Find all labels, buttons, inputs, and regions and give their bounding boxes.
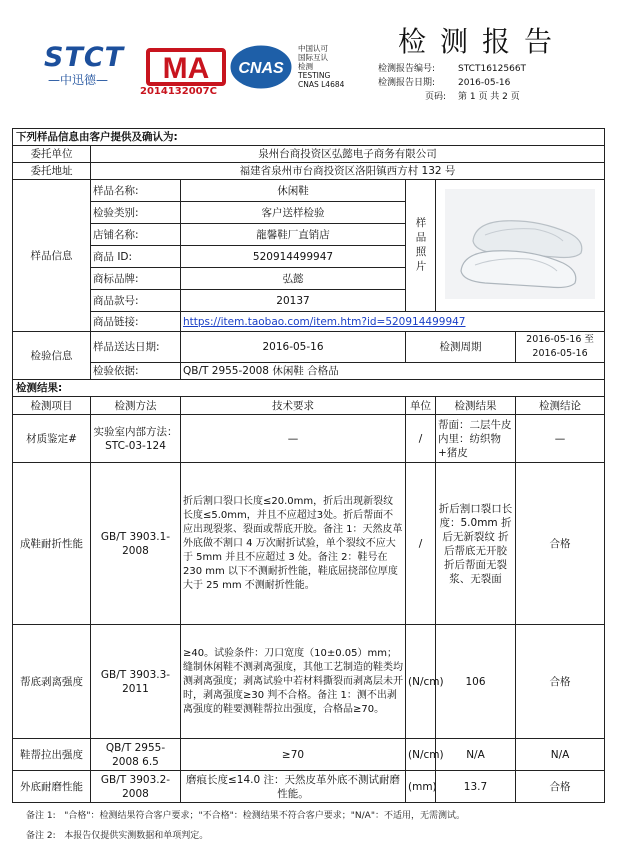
- result-conclusion: N/A: [516, 739, 605, 771]
- inspection-basis-value: QB/T 2955-2008 休闲鞋 合格品: [181, 363, 605, 380]
- inspection-period-label: 检测周期: [406, 332, 516, 363]
- sample-value: 龍馨鞋厂直销店: [181, 224, 406, 246]
- sample-photo-label: 样品照片: [406, 180, 436, 312]
- result-conclusion: 合格: [516, 625, 605, 739]
- footnote-1: 备注 1: "合格"：检测结果符合客户要求；"不合格"：检测结果不符合客户要求；"N/A"：不适用，无需测试。: [26, 811, 465, 821]
- column-header: 检测项目: [13, 397, 91, 415]
- client-unit-label: 委托单位: [13, 146, 91, 163]
- result-item: 成鞋耐折性能: [13, 463, 91, 625]
- sample-key: 检验类别:: [91, 202, 181, 224]
- column-header: 检测方法: [91, 397, 181, 415]
- result-unit: (N/cm): [406, 739, 436, 771]
- client-address-value: 福建省泉州市台商投资区洛阳镇西方村 132 号: [91, 163, 605, 180]
- ma-logo: [146, 42, 228, 92]
- sample-group-label: 样品信息: [13, 180, 91, 332]
- product-link[interactable]: https://item.taobao.com/item.htm?id=520914499947: [181, 312, 605, 332]
- result-value: 折后割口裂口长度：5.0mm 折后无新裂纹 折后帮底无开胶 折后帮面无裂浆、无裂面: [436, 463, 516, 625]
- sample-key: 商品款号:: [91, 290, 181, 312]
- client-section-title: 下列样品信息由客户提供及确认为:: [13, 129, 605, 146]
- sample-key: 商标品牌:: [91, 268, 181, 290]
- sample-key: 商品 ID:: [91, 246, 181, 268]
- result-requirement: 折后割口裂口长度≤20.0mm，折后出现新裂纹长度≤5.0mm，并且不应超过3处。折后帮面不应出现裂浆、裂面或帮底开胶。备注 1：天然皮革外底做不割口 4 万次耐折试验，单个裂纹不应大于 5mm 并且不应超过 3 处。备注 2：鞋号在 230 mm 以下不测耐折性能，鞋底屈挠部位厚度大于 25 mm 不测耐折性能。: [181, 463, 406, 625]
- result-unit: /: [406, 415, 436, 463]
- ma-number: 2014132007C: [140, 86, 217, 97]
- inspection-basis-label: 检验依据:: [91, 363, 181, 380]
- column-header: 单位: [406, 397, 436, 415]
- info-table: [12, 128, 605, 380]
- table-row: [13, 415, 605, 463]
- sample-value: 520914499947: [181, 246, 406, 268]
- result-value: 106: [436, 625, 516, 739]
- client-address-label: 委托地址: [13, 163, 91, 180]
- table-row: [13, 463, 605, 625]
- sample-value: 休闲鞋: [181, 180, 406, 202]
- inspection-date-label: 样品送达日期:: [91, 332, 181, 363]
- ma-logo-text: MA: [162, 52, 210, 85]
- results-table: [12, 379, 605, 803]
- footnote-2: 备注 2: 本报告仅提供实测数据和单项判定。: [26, 831, 209, 841]
- shoe-image: [445, 189, 595, 299]
- stct-logo-subtext: —中迅德—: [48, 73, 109, 87]
- result-method: 实验室内部方法：STC-03-124: [91, 415, 181, 463]
- cnas-side-text: 中国认可 国际互认 检测 TESTING CNAS L4684: [298, 44, 345, 89]
- inspection-group-label: 检验信息: [13, 332, 91, 380]
- sample-key: 商品链接:: [91, 312, 181, 332]
- stct-logo-text: STCT: [44, 42, 125, 73]
- result-requirement: —: [181, 415, 406, 463]
- table-row: [13, 771, 605, 803]
- result-method: QB/T 2955-2008 6.5: [91, 739, 181, 771]
- result-requirement: 磨痕长度≤14.0 注：天然皮革外底不测试耐磨性能。: [181, 771, 406, 803]
- result-unit: /: [406, 463, 436, 625]
- cnas-logo: [228, 42, 294, 92]
- results-section-title: 检测结果:: [13, 380, 605, 397]
- result-item: 材质鉴定#: [13, 415, 91, 463]
- report-sheet: [12, 128, 604, 803]
- cnas-logo-text: CNAS: [238, 60, 284, 77]
- table-row: [13, 625, 605, 739]
- sample-value: 客户送样检验: [181, 202, 406, 224]
- result-requirement: ≥70: [181, 739, 406, 771]
- table-row: [13, 739, 605, 771]
- stct-logo: [44, 42, 144, 88]
- sample-value: 弘懿: [181, 268, 406, 290]
- column-header: 检测结论: [516, 397, 605, 415]
- result-conclusion: 合格: [516, 771, 605, 803]
- result-method: GB/T 3903.1-2008: [91, 463, 181, 625]
- result-item: 外底耐磨性能: [13, 771, 91, 803]
- result-method: GB/T 3903.2-2008: [91, 771, 181, 803]
- sample-key: 店铺名称:: [91, 224, 181, 246]
- result-value: 帮面：二层牛皮 内里：纺织物+猪皮: [436, 415, 516, 463]
- inspection-period-value: 2016-05-16 至 2016-05-16: [516, 332, 605, 363]
- sample-photo: [436, 180, 605, 312]
- result-item: 帮底剥离强度: [13, 625, 91, 739]
- client-unit-value: 泉州台商投资区弘懿电子商务有限公司: [91, 146, 605, 163]
- column-header: 技术要求: [181, 397, 406, 415]
- result-item: 鞋帮拉出强度: [13, 739, 91, 771]
- report-title: 检测报告: [398, 25, 567, 58]
- result-conclusion: —: [516, 415, 605, 463]
- result-unit: (mm): [406, 771, 436, 803]
- result-conclusion: 合格: [516, 463, 605, 625]
- report-meta: 检测报告编号: STCT1612566T 检测报告日期: 2016-05-16 页码: 第 1 页 共 2 页: [378, 64, 527, 102]
- result-unit: (N/cm): [406, 625, 436, 739]
- sample-value: 20137: [181, 290, 406, 312]
- column-header: 检测结果: [436, 397, 516, 415]
- inspection-date-value: 2016-05-16: [181, 332, 406, 363]
- result-value: N/A: [436, 739, 516, 771]
- sample-key: 样品名称:: [91, 180, 181, 202]
- result-method: GB/T 3903.3-2011: [91, 625, 181, 739]
- result-requirement: ≥40。试验条件：刀口宽度（10±0.05）mm；缝制休闲鞋不测剥离强度，其他工艺制造的鞋类均测剥离强度；剥离试验中若材料撕裂而剥离层未开时，剥离强度≥30 判不合格。备注 1：测不出剥离强度的鞋要测鞋帮拉出强度，合格品≥70。: [181, 625, 406, 739]
- result-value: 13.7: [436, 771, 516, 803]
